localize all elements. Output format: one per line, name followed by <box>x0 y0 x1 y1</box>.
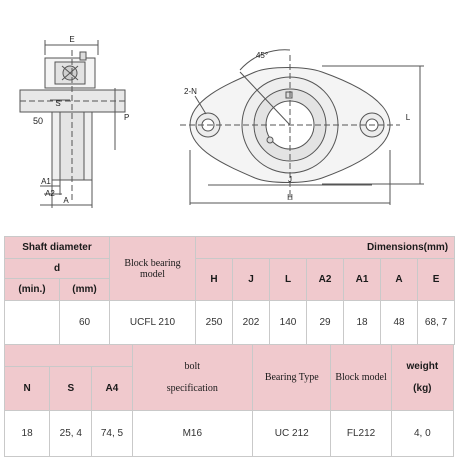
col-a4-header: A4 <box>92 367 132 411</box>
weight-line1: weight <box>406 361 439 372</box>
dim-a-label: A <box>63 196 69 205</box>
weight-line2: (kg) <box>413 383 432 394</box>
angle-label: 45° <box>255 51 269 60</box>
technical-drawing <box>0 0 458 225</box>
dimensions-header: Dimensions(mm) <box>196 237 455 259</box>
bolt-spec-header <box>132 345 253 411</box>
cell-a2: 29 <box>307 301 344 345</box>
col-l-header: L <box>270 259 307 301</box>
dim-l-label: L <box>405 113 411 122</box>
cell-weight: 4, 0 <box>391 411 453 457</box>
table-row <box>5 301 455 345</box>
table2-top-blank <box>5 345 133 367</box>
cell-block-model: FL212 <box>331 411 391 457</box>
col-h-header: H <box>196 259 233 301</box>
cell-bearing-type: UC 212 <box>253 411 331 457</box>
d-header: d <box>5 259 110 279</box>
weight-header <box>391 345 453 411</box>
cell-s: 25, 4 <box>50 411 92 457</box>
cell-a: 48 <box>381 301 418 345</box>
side-view <box>20 35 129 208</box>
bearing-type-header: Bearing Type <box>253 345 331 411</box>
spec-table-secondary <box>4 344 454 457</box>
col-n-header: N <box>5 367 50 411</box>
col-a1-header: A1 <box>344 259 381 301</box>
cell-a4: 74, 5 <box>92 411 132 457</box>
dim-e-label: E <box>69 35 75 44</box>
front-view <box>180 50 424 205</box>
cell-mm: 60 <box>60 301 110 345</box>
cell-e: 68, 7 <box>418 301 455 345</box>
bolt-line1: bolt <box>184 361 201 372</box>
cell-h: 250 <box>196 301 233 345</box>
cell-n: 18 <box>5 411 50 457</box>
dim-p-label: P <box>124 113 130 122</box>
bolt-line2: specification <box>166 383 218 394</box>
dim-a2-label: A2 <box>45 189 55 198</box>
shaft-value-label: 50 <box>33 116 44 126</box>
cell-model: UCFL 210 <box>110 301 196 345</box>
cell-j: 202 <box>233 301 270 345</box>
col-e-header: E <box>418 259 455 301</box>
cell-l: 140 <box>270 301 307 345</box>
col-a-header: A <box>381 259 418 301</box>
block-bearing-line1: Block bearing <box>124 257 181 269</box>
min-header: (min.) <box>5 279 60 301</box>
block-bearing-model-header <box>110 237 196 301</box>
bolt-holes-label: 2-N <box>184 87 197 96</box>
dim-j-label: J <box>288 175 292 184</box>
block-bearing-line2: model <box>140 268 165 280</box>
cell-min <box>5 301 60 345</box>
col-a2-header: A2 <box>307 259 344 301</box>
block-model-header: Block model <box>331 345 391 411</box>
col-s-header: S <box>50 367 92 411</box>
dim-s-label: S <box>55 99 61 108</box>
spec-table-main <box>4 236 455 345</box>
dim-a1-label: A1 <box>41 177 51 186</box>
dim-h-label: H <box>287 193 293 202</box>
shaft-diameter-header: Shaft diameter <box>5 237 110 259</box>
mm-header: (mm) <box>60 279 110 301</box>
cell-a1: 18 <box>344 301 381 345</box>
col-j-header: J <box>233 259 270 301</box>
cell-bolt: M16 <box>132 411 253 457</box>
table-row <box>5 411 454 457</box>
